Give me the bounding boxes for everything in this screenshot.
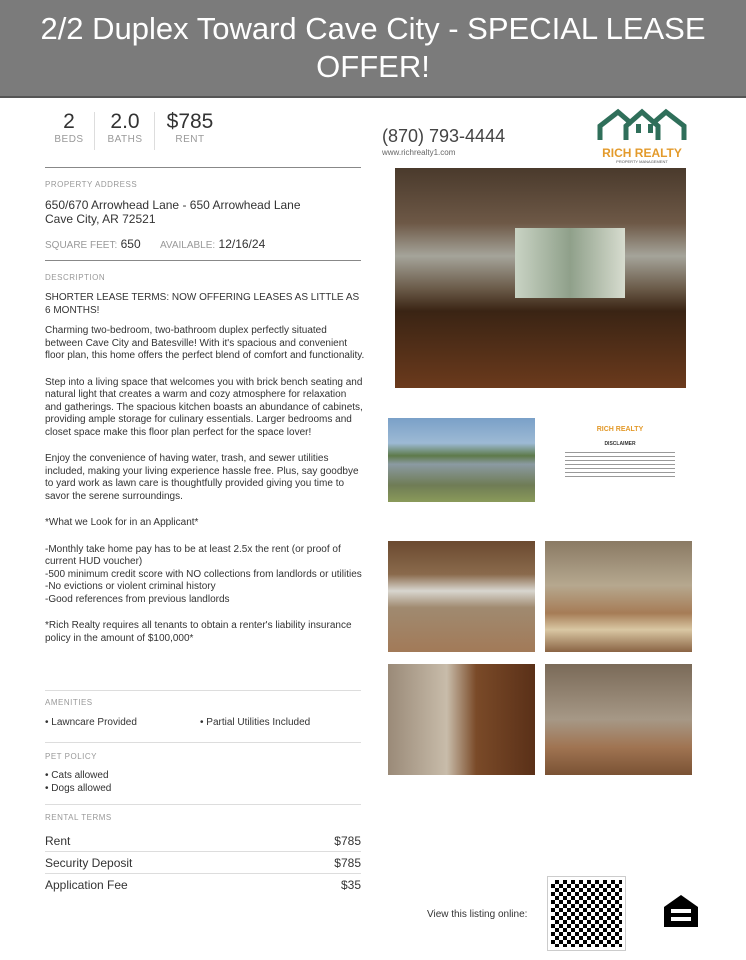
disclaimer-logo: RICH REALTY [596,426,644,433]
view-online-label: View this listing online: [427,909,528,920]
pet-item: • Dogs allowed [45,782,112,794]
description-paragraph: *What we Look for in an Applicant* [45,517,199,528]
beds-stat [50,110,88,145]
living-room-photo[interactable] [395,168,686,388]
description-paragraph: Charming two-bedroom, two-bathroom duplex perfectly situated between Cave City and Batesville! With it's spacious and convenient floor plan, this home offers the perfect blend of comfort and functionality. [45,325,365,361]
logo-text: RICH REALTY [602,146,682,160]
divider [45,690,361,691]
available-label: AVAILABLE: [159,240,216,251]
qr-code[interactable] [548,877,625,950]
beds-label: BEDS [54,134,84,145]
bathroom-photo[interactable] [388,664,535,775]
rental-value: $785 [334,856,361,870]
sqft-availability [45,237,265,251]
divider [45,167,361,168]
divider [94,112,95,150]
divider [45,260,361,261]
description-paragraph: Step into a living space that welcomes you with brick bench seating and natural light that creates a warm and cozy atmosphere for relaxation and gatherings. The spacious kitchen boasts an abundance of cabinets, providing ample storage for culinary essentials. Larger bedrooms and closet space make this floor plan perfect for the space lover! [45,376,363,438]
divider [45,804,361,805]
equal-housing-icon [662,893,700,931]
rental-name: Security Deposit [45,856,133,870]
description-paragraph: -Monthly take home pay has to be at least 2.5x the rent (or proof of current HUD voucher) -500 minimum credit score with NO collections from landlords or utilities -No evictions or violent criminal history -Good references from previous landlords [45,543,362,605]
divider [154,112,155,150]
logo-tagline: PROPERTY MANAGEMENT [616,159,668,164]
rent-value: $785 [166,110,214,133]
available-value: 12/16/24 [218,237,266,251]
rental-name: Rent [45,834,71,848]
baths-label: BATHS [107,134,143,145]
rental-value: $35 [340,878,361,892]
disclaimer-title: DISCLAIMER [604,441,636,447]
pet-policy-label: PET POLICY [45,752,97,761]
pet-policy-list [45,770,111,795]
description-paragraph: SHORTER LEASE TERMS: NOW OFFERING LEASES AS LITTLE AS 6 MONTHS! [45,292,360,316]
website: www.richrealty1.com [382,148,456,157]
page-title: 2/2 Duplex Toward Cave City - SPECIAL LEASE OFFER! [0,0,746,98]
disclaimer-fine-print [565,452,675,478]
rental-terms-label: RENTAL TERMS [45,813,112,822]
address-label: PROPERTY ADDRESS [45,180,138,189]
description-label: DESCRIPTION [45,273,106,282]
bedroom-photo[interactable] [545,664,692,775]
rental-name: Application Fee [45,878,128,892]
sqft-value: 650 [120,237,141,251]
amenity-item: • Partial Utilities Included [200,717,311,728]
beds-value: 2 [63,110,75,133]
rent-label: RENT [175,134,205,145]
baths-stat [100,110,150,145]
phone: (870) 793-4444 [382,126,506,146]
kitchen-photo[interactable] [388,541,535,652]
property-address [45,198,365,226]
amenities-label: AMENITIES [45,698,93,707]
baths-value: 2.0 [110,110,140,133]
disclaimer-image[interactable] [548,418,692,510]
rental-row [45,856,361,870]
address-line1: 650/670 Arrowhead Lane - 650 Arrowhead Lane [45,198,301,212]
exterior-photo[interactable] [388,418,535,502]
rich-realty-logo [596,108,688,164]
window [515,228,625,298]
description-paragraph: Enjoy the convenience of having water, trash, and sewer utilities included, making your living experience hassle free. Plus, say goodbye to yard work as lawn care is thoughtfully provided giving you time to savor the serene surroundings. [45,453,359,502]
divider [45,851,361,852]
pet-item: • Cats allowed [45,770,109,781]
rent-stat [160,110,220,145]
sqft-label: SQUARE FEET: [45,240,118,251]
rental-value: $785 [334,834,361,848]
rental-row [45,834,361,848]
dining-photo[interactable] [545,541,692,652]
description-paragraph: *Rich Realty requires all tenants to obtain a renter's liability insurance policy in the amount of $100,000* [45,620,352,644]
houses-logo-icon [596,108,688,142]
divider [45,742,361,743]
address-line2: Cave City, AR 72521 [45,212,156,226]
divider [45,873,361,874]
description-text [45,292,365,645]
amenity-item: • Lawncare Provided [45,717,137,728]
rental-row [45,878,361,892]
